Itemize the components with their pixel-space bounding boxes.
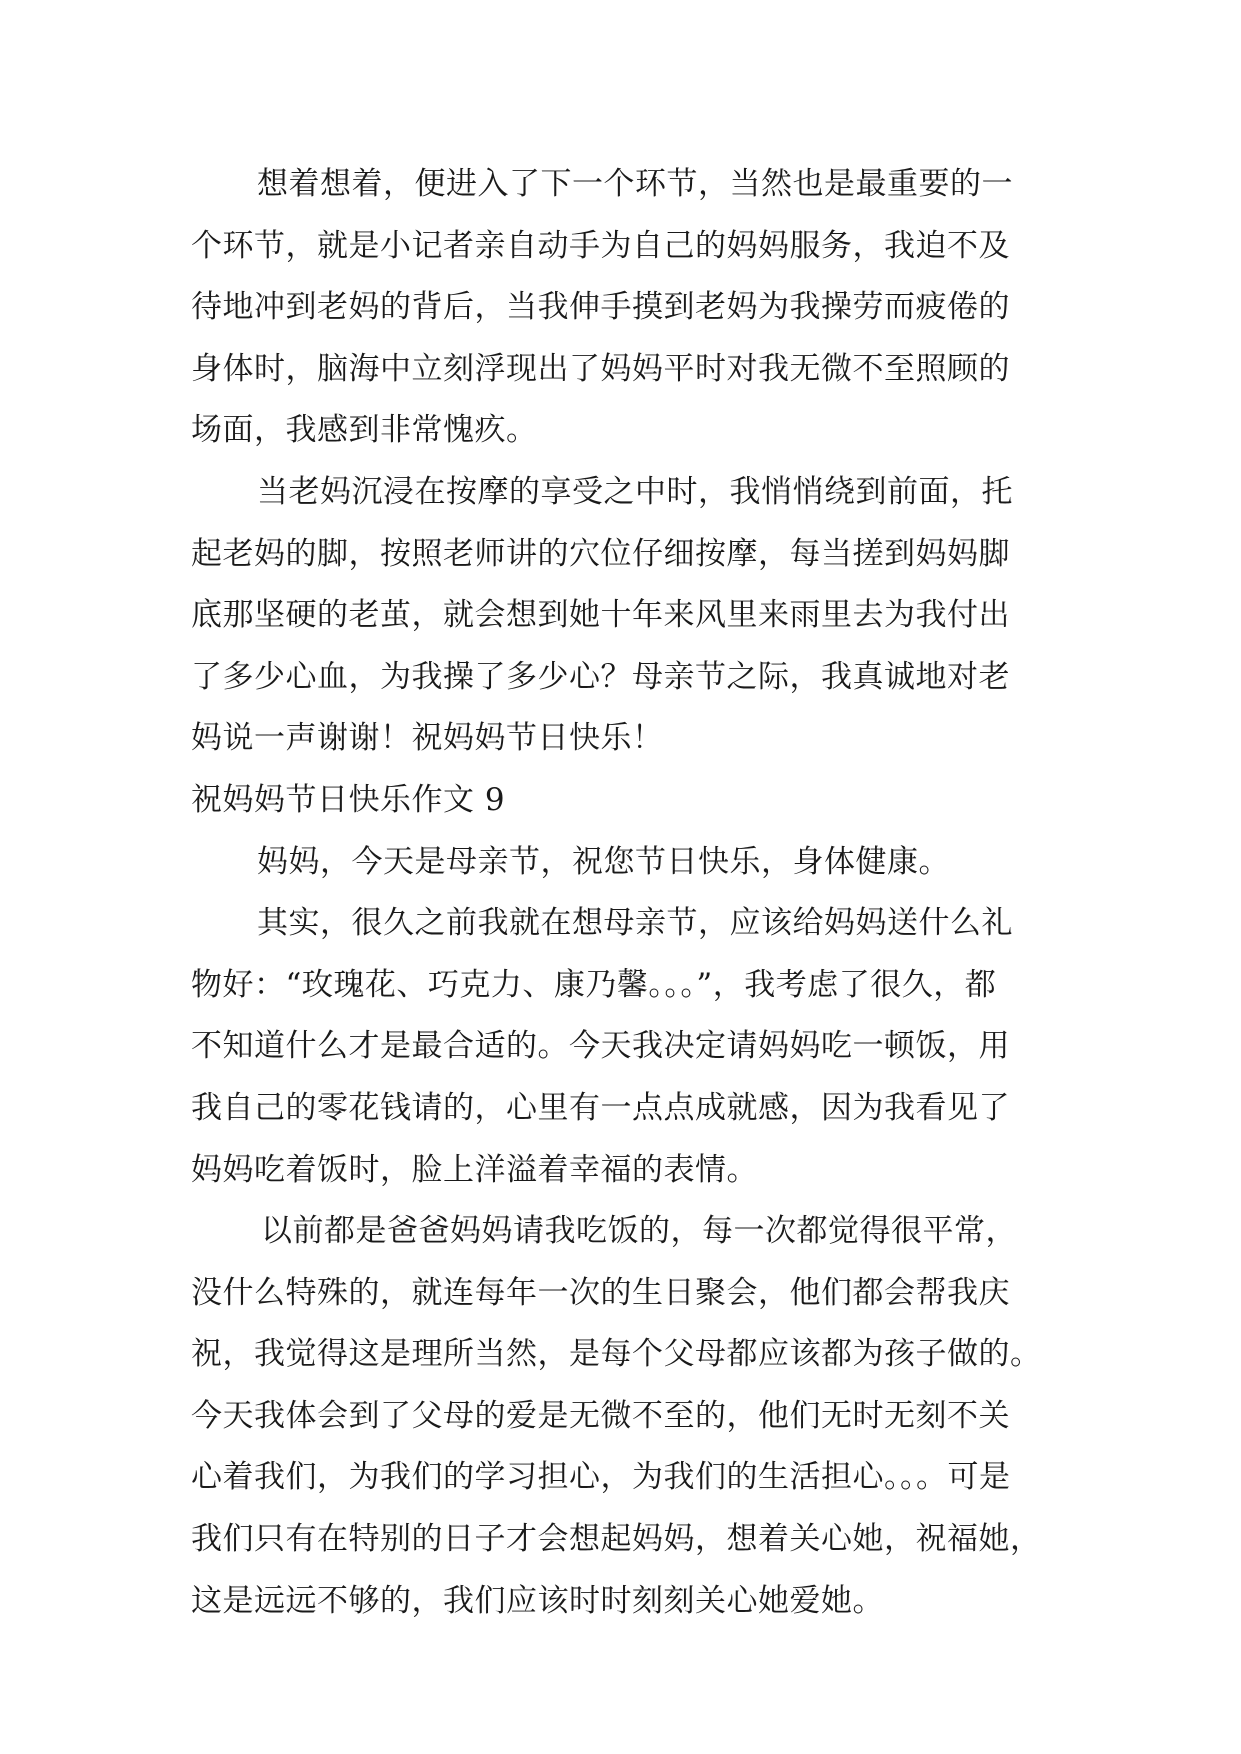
document-page [191,154,1051,1632]
paragraph-5-line-5: 心着我们，为我们的学习担心，为我们的生活担心。。。可是 [191,1459,1011,1496]
paragraph-2-line-1: 当老妈沉浸在按摩的享受之中时，我悄悄绕到前面，托 [257,473,1013,510]
paragraph-1-line-5: 场面，我感到非常愧疚。 [191,412,538,449]
paragraph-1-line-3: 待地冲到老妈的背后，当我伸手摸到老妈为我操劳而疲倦的 [191,289,1010,326]
paragraph-4-line-4: 我自己的零花钱请的，心里有一点点成就感，因为我看见了 [191,1089,1010,1126]
paragraph-5-line-2: 没什么特殊的，就连每年一次的生日聚会，他们都会帮我庆 [191,1274,1010,1311]
paragraph-5-line-7: 这是远远不够的，我们应该时时刻刻关心她爱她。 [191,1582,884,1619]
paragraph-2-line-2: 起老妈的脚，按照老师讲的穴位仔细按摩，每当搓到妈妈脚 [191,535,1010,572]
paragraph-1-line-4: 身体时，脑海中立刻浮现出了妈妈平时对我无微不至照顾的 [191,350,1010,387]
paragraph-4-line-1: 其实，很久之前我就在想母亲节，应该给妈妈送什么礼 [257,905,1013,942]
paragraph-5-line-1: 以前都是爸爸妈妈请我吃饭的，每一次都觉得很平常， [261,1213,1017,1250]
paragraph-2-line-5: 妈说一声谢谢！祝妈妈节日快乐！ [191,720,664,757]
paragraph-1-line-2: 个环节，就是小记者亲自动手为自己的妈妈服务，我迫不及 [191,227,1010,264]
paragraph-4-line-5: 妈妈吃着饭时，脸上洋溢着幸福的表情。 [191,1151,758,1188]
paragraph-1-line-1: 想着想着，便进入了下一个环节，当然也是最重要的一 [257,166,1013,202]
paragraph-5-line-4: 今天我体会到了父母的爱是无微不至的，他们无时无刻不关 [191,1397,1010,1434]
paragraph-2-line-4: 了多少心血，为我操了多少心？母亲节之际，我真诚地对老 [191,658,1010,695]
paragraph-3-line-1: 妈妈，今天是母亲节，祝您节日快乐，身体健康。 [257,843,950,880]
paragraph-5-line-6: 我们只有在特别的日子才会想起妈妈，想着关心她，祝福她， [191,1521,1042,1558]
paragraph-4-line-2: 物好：“玫瑰花、巧克力、康乃馨。。。”，我考虑了很久，都 [191,966,997,1003]
paragraph-5-line-3: 祝，我觉得这是理所当然，是每个父母都应该都为孩子做的。 [191,1336,1042,1373]
paragraph-2-line-3: 底那坚硬的老茧，就会想到她十年来风里来雨里去为我付出 [191,597,1010,634]
paragraph-4-line-3: 不知道什么才是最合适的。今天我决定请妈妈吃一顿饭，用 [191,1028,1010,1065]
section-heading: 祝妈妈节日快乐作文 9 [191,781,506,818]
